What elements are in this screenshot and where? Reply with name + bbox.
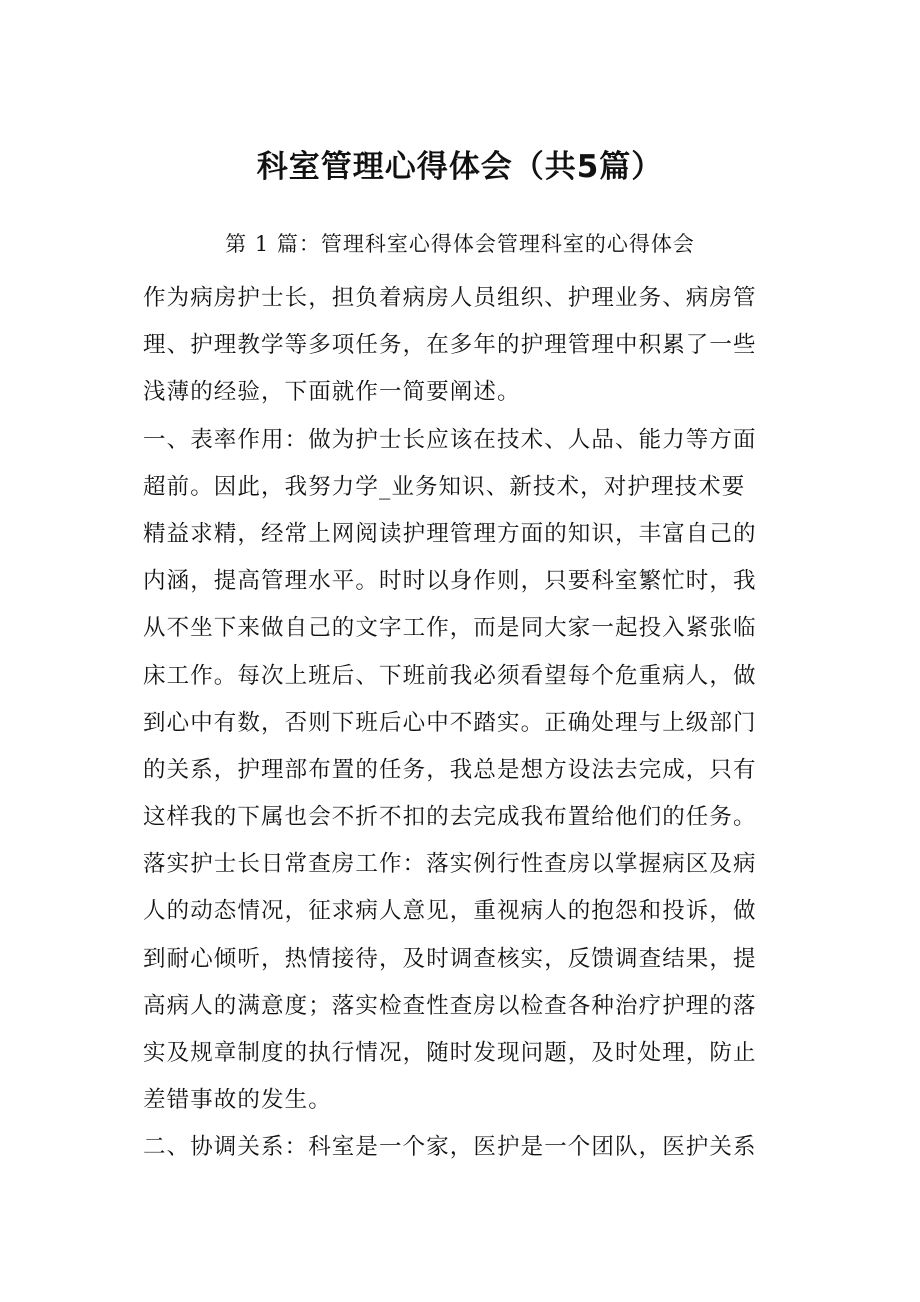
body-line: 精益求精，经常上网阅读护理管理方面的知识，丰富自己的 [143, 520, 757, 547]
document-body [143, 275, 803, 1172]
document-title: 科室管理心得体会（共5篇） [256, 149, 664, 185]
body-line: 理、护理教学等多项任务，在多年的护理管理中积累了一些 [143, 332, 757, 359]
body-line: 到心中有数，否则下班后心中不踏实。正确处理与上级部门 [143, 709, 757, 736]
body-line: 内涵，提高管理水平。时时以身作则，只要科室繁忙时，我 [143, 568, 757, 595]
body-line: 床工作。每次上班后、下班前我必须看望每个危重病人，做 [143, 662, 757, 689]
body-line: 的关系，护理部布置的任务，我总是想方设法去完成，只有 [143, 756, 757, 783]
chapter-heading: 第 1 篇：管理科室心得体会管理科室的心得体会 [225, 232, 695, 256]
body-line: 到耐心倾听，热情接待，及时调查核实，反馈调查结果，提 [143, 945, 757, 972]
body-line: 浅薄的经验，下面就作一简要阐述。 [143, 379, 521, 406]
body-line: 这样我的下属也会不折不扣的去完成我布置给他们的任务。 [143, 804, 757, 831]
body-line: 高病人的满意度；落实检查性查房以检查各种治疗护理的落 [143, 992, 757, 1019]
body-line: 作为病房护士长，担负着病房人员组织、护理业务、病房管 [143, 285, 757, 311]
body-line: 人的动态情况，征求病人意见，重视病人的抱怨和投诉，做 [143, 898, 757, 925]
body-line: 差错事故的发生。 [143, 1087, 332, 1114]
body-line: 一、表率作用：做为护士长应该在技术、人品、能力等方面 [143, 426, 757, 453]
body-line: 超前。因此，我努力学_业务知识、新技术，对护理技术要 [143, 473, 746, 500]
body-line: 实及规章制度的执行情况，随时发现问题，及时处理，防止 [143, 1040, 757, 1066]
body-line: 落实护士长日常查房工作：落实例行性查房以掌握病区及病 [143, 851, 757, 878]
body-line: 二、协调关系：科室是一个家，医护是一个团队，医护关系 [143, 1134, 757, 1161]
body-line: 从不坐下来做自己的文字工作，而是同大家一起投入紧张临 [143, 615, 757, 642]
